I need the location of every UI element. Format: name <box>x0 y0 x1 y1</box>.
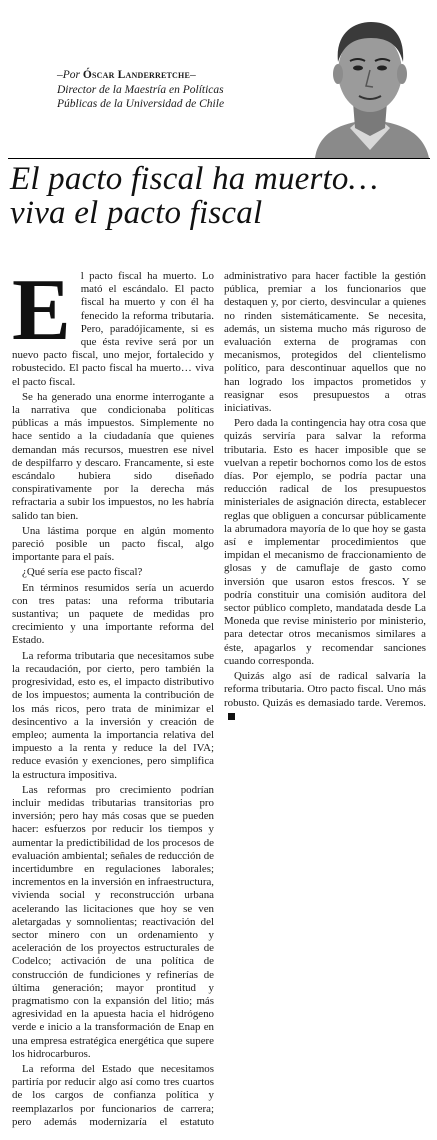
title-line-1: El pacto fiscal ha muerto… <box>10 161 379 197</box>
title-rule <box>8 158 430 159</box>
article-paragraph-1 <box>12 262 214 389</box>
byline-author-line <box>57 68 287 83</box>
byline-suffix: – <box>189 69 196 81</box>
article-paragraph-7: Las reformas pro crecimiento podrían incluir medidas tributarias transitorias pro inversión; pero hay más cosas que se pueden hacer: esfuerzos por reducir los tiempos y aumentar la predictibilidad de los procesos de evaluación ambiental; señales de reducción de incertidumbre en regulaciones laborales; incrementos en la inversión en infraestructura, vivienda social y reconstrucción urbana acelerando las licitaciones que hoy se ven aletargadas y somnolientas; reactivación del sector minero con un ordenamiento y aceleración de los proyectos estructurales de Codelco; activación de una política de construcción de fundiciones y refinerías de última generación; mayor prontitud y pragmatismo con la expansión del litio; más agresividad en la apuesta hacia el hidrógeno verde e inicio a la transformación de Enap en una empresa estratégica energética que supere los hidrocarburos. <box>12 783 215 1060</box>
article-paragraph-2: Se ha generado una enorme interrogante a la narrativa que condicionaba políticas públicas a más impuestos. Simplemente no hace sentido a la ciudadanía que quienes demandan más recursos, muestren ese nivel de despilfarro y descaro. Francamente, si este escándalo hubiera sido diseñado conspirativamente por la derecha más refractaria a subir los impuestos, no les habría salido tan bien. <box>12 390 214 522</box>
byline <box>57 68 287 112</box>
article-paragraph-4: ¿Qué sería ese pacto fiscal? <box>22 566 143 579</box>
end-of-article-mark <box>228 713 235 720</box>
author-portrait <box>305 10 435 158</box>
author-role-line-1: Director de la Maestría en Políticas <box>57 83 224 96</box>
article-paragraph-6: La reforma tributaria que necesitamos sube la recaudación, por cierto, pero también la progresividad, esto es, el impacto distributivo de los impuestos; aumenta la contribución de los más ricos, pero trata de minimizar el desincentivo a la inversión y creación de empleo; aumenta la importancia relativa del impuesto a la renta y reduce la del IVA; reduce evasión y exenciones, pero simplifica la estructura impositiva. <box>12 649 214 781</box>
author-role-line-2: Públicas de la Universidad de Chile <box>57 98 225 110</box>
paragraph-1-text: l pacto fiscal ha muerto. Lo mató el escándalo. El pacto fiscal ha muerto y con él ha fenecido la reforma tributaria. Pero, paradójicamente, si es que ésta revive será por un nuevo pacto fiscal, uno mejor, fortalecido y robustecido. El pacto fiscal ha muerto… viva el pacto fiscal. <box>12 270 214 388</box>
article-title <box>10 162 430 230</box>
article-header <box>0 0 437 160</box>
article-paragraph-3: Una lástima porque en algún momento pareció posible un pacto fiscal, algo importante para el país. <box>12 524 214 564</box>
byline-prefix: –Por <box>57 69 83 81</box>
author-name: Óscar Landerretche <box>82 69 190 81</box>
article-paragraph-9: Pero dada la contingencia hay otra cosa que quizás serviría para salvar la reforma tributaria. Esto es hacer imposible que se vuelvan a repetir bochornos como los de estos días. Por ejemplo, se podría pactar una reducción radical de los presupuestos ministeriales de asignación directa, establecer reglas que obliguen a concursar públicamente la abrumadora mayoría de lo que hoy se gasta así e implementar procedimientos que impidan el mecanismo de fraccionamiento de glosas y de camuflaje de gasto como inversión que usaron estos frescos. Y se podría constituir una comisión auditora del sector público completo, mandatada desde La Moneda que revise ministerio por ministerio, para detectar otros mecanismos similares a éste, apagarlos y recomendar sanciones cuando corresponda. <box>224 417 426 667</box>
article-paragraph-8: La reforma del Estado que necesitamos partiría por reducir algo así como tres cuartos de los cargos de confianza política y reemplazarlos por funcionarios de carrera; pero además modernizaría el estatuto administrativo para hacer factible la gestión pública, premiar a los funcionarios que destaquen y, por cierto, desvincular a quienes no rinden sistemáticamente. Se necesita, además, un sistema mucho más riguroso de evaluación externa de programas con mecanismos, protegidos del clientelismo político, para descontinuar aquellos que no han logrado los impactos prometidos y reasignar esos presupuestos a otras iniciativas. <box>12 270 426 1128</box>
paragraph-10-text: Quizás algo así de radical salvaría la reforma tributaria. Otro pacto fiscal. Uno más robusto. Quizás es demasiado tarde. Veremos. <box>224 670 426 709</box>
article-paragraph-5: En términos resumidos sería un acuerdo con tres patas: una reforma tributaria sustantiva; un paquete de medidas pro crecimiento y una importante reforma del Estado. <box>12 581 214 647</box>
article-body <box>12 262 426 1130</box>
drop-cap: E <box>12 262 71 359</box>
article-paragraph-10 <box>224 670 426 723</box>
title-line-2: viva el pacto fiscal <box>10 195 263 231</box>
